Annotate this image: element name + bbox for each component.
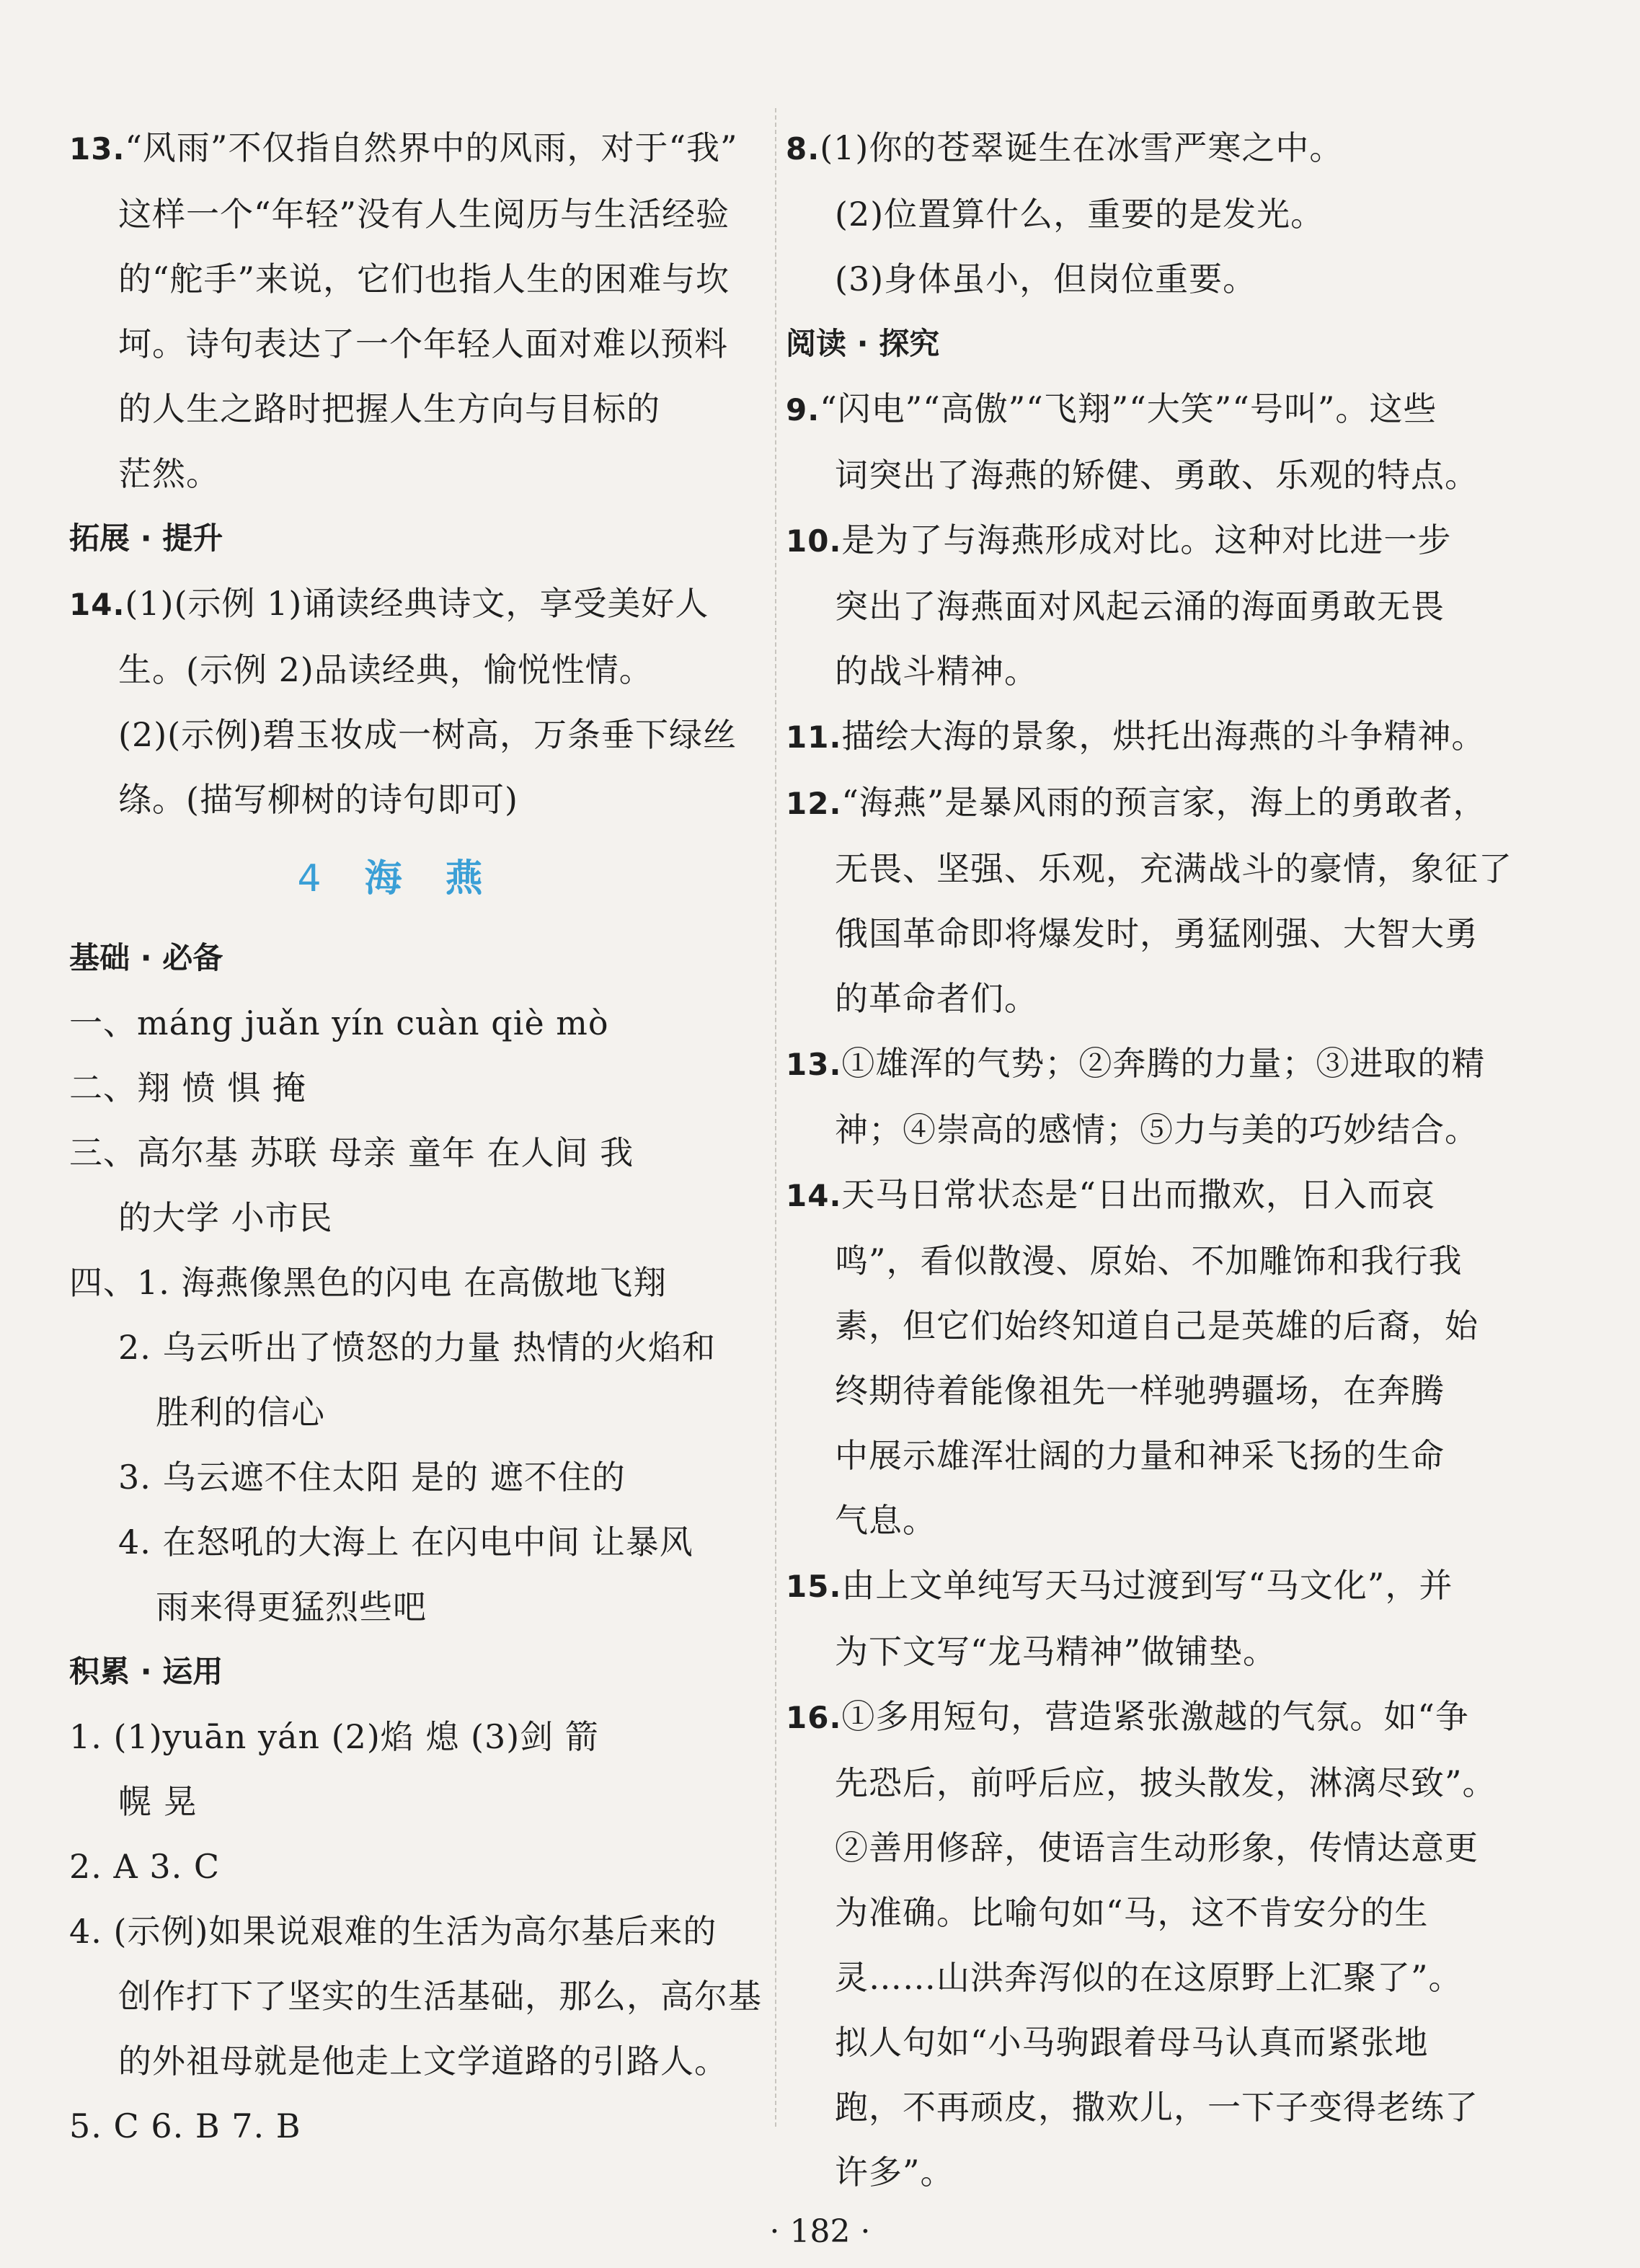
q10-number: 10. <box>786 523 842 559</box>
basic-item-four-2: 2. 乌云听出了愤怒的力量 热情的火焰和 <box>118 1328 717 1367</box>
q11-number: 11. <box>786 719 842 755</box>
section-heading-read: 阅读 · 探究 <box>786 326 940 361</box>
q9-text: “闪电”“高傲”“飞翔”“大笑”“号叫”。这些 <box>820 389 1437 428</box>
q8-text: (2)位置算什么，重要的是发光。 <box>835 195 1325 234</box>
q13-number: 13. <box>69 131 125 167</box>
q16-text: 拟人句如“小马驹跟着母马认真而紧张地 <box>835 2023 1429 2062</box>
q9-number: 9. <box>786 392 820 428</box>
q14r-text: 终期待着能像祖先一样驰骋疆场，在奔腾 <box>835 1371 1445 1410</box>
basic-item-four-3: 3. 乌云遮不住太阳 是的 遮不住的 <box>118 1458 626 1497</box>
q11-text: 描绘大海的景象，烘托出海燕的斗争精神。 <box>841 717 1486 756</box>
q13-text: “风雨”不仅指自然界中的风雨，对于“我” <box>125 128 738 167</box>
q16-text: 跑，不再顽皮，撒欢儿，一下子变得老练了 <box>835 2088 1479 2127</box>
basic-item-two: 二、翔 愤 惧 掩 <box>69 1068 306 1107</box>
section-heading-basic: 基础 · 必备 <box>69 940 223 975</box>
q10-text: 是为了与海燕形成对比。这种对比进一步 <box>841 521 1452 559</box>
q14-text: 生。(示例 2)品读经典，愉悦性情。 <box>118 650 653 689</box>
accumulate-item-1-cont: 幌 晃 <box>118 1782 198 1821</box>
page-number: · 182 · <box>769 2213 871 2250</box>
q10-text: 突出了海燕面对风起云涌的海面勇敢无畏 <box>835 587 1445 626</box>
section-heading-expand: 拓展 · 提升 <box>69 521 223 556</box>
q15-text: 为下文写“龙马精神”做铺垫。 <box>835 1632 1277 1671</box>
q8-text: (3)身体虽小，但岗位重要。 <box>835 260 1257 298</box>
q12-number: 12. <box>786 786 842 821</box>
q13r-text: 神；④崇高的感情；⑤力与美的巧妙结合。 <box>835 1110 1479 1149</box>
q10-text: 的战斗精神。 <box>835 652 1038 691</box>
basic-item-three-cont: 的大学 小市民 <box>118 1198 333 1237</box>
accumulate-item-4-cont: 的外祖母就是他走上文学道路的引路人。 <box>118 2042 728 2081</box>
basic-item-three: 三、高尔基 苏联 母亲 童年 在人间 我 <box>69 1133 634 1172</box>
accumulate-item-1: 1. (1)yuān yán (2)焰 熄 (3)剑 箭 <box>69 1717 599 1756</box>
q16-text: 灵……山洪奔泻似的在这原野上汇聚了”。 <box>835 1958 1463 1997</box>
right-column <box>786 115 1512 2205</box>
lesson-name: 海燕 <box>364 857 526 900</box>
q16-text: ①多用短句，营造紧张激越的气氛。如“争 <box>841 1697 1469 1736</box>
q16-text: 许多”。 <box>835 2153 954 2192</box>
q13r-text: ①雄浑的气势；②奔腾的力量；③进取的精 <box>841 1044 1486 1083</box>
q13-text: 的“舵手”来说，它们也指人生的困难与坎 <box>118 260 730 298</box>
q14-line <box>69 571 754 637</box>
left-column <box>69 115 762 2158</box>
q13r-line <box>786 1031 1486 1097</box>
q13-text: 坷。诗句表达了一个年轻人面对难以预料 <box>118 324 728 363</box>
q12-line <box>786 770 1487 836</box>
q8-number: 8. <box>786 131 820 167</box>
lesson-title <box>69 832 754 926</box>
q13-text: 茫然。 <box>118 454 220 493</box>
basic-item-four-4-cont: 雨来得更猛烈些吧 <box>156 1587 427 1626</box>
q16-line <box>786 1684 1478 1750</box>
q14-text: (2)(示例)碧玉妆成一树高，万条垂下绿丝 <box>118 715 737 754</box>
q12-text: 无畏、坚强、乐观，充满战斗的豪情，象征了 <box>835 849 1512 888</box>
q8-text: (1)你的苍翠诞生在冰雪严寒之中。 <box>820 128 1344 167</box>
lesson-number: 4 <box>297 857 336 900</box>
q15-number: 15. <box>786 1569 842 1604</box>
q16-text: 为准确。比喻句如“马，这不肯安分的生 <box>835 1893 1429 1932</box>
q10-line <box>786 508 1478 574</box>
q14r-text: 天马日常状态是“日出而撒欢，日入而哀 <box>841 1175 1435 1214</box>
basic-item-four-2-cont: 胜利的信心 <box>156 1393 325 1432</box>
q13-line <box>69 115 754 182</box>
q15-line <box>786 1553 1478 1619</box>
basic-item-one: 一、máng juǎn yín cuàn qiè mò <box>69 1004 609 1042</box>
q13-text: 的人生之路时把握人生方向与目标的 <box>118 389 660 428</box>
q14r-text: 气息。 <box>835 1501 936 1540</box>
accumulate-item-4-cont: 创作打下了坚实的生活基础，那么，高尔基 <box>118 1977 762 2016</box>
q14r-text: 中展示雄浑壮阔的力量和神采飞扬的生命 <box>835 1436 1445 1475</box>
accumulate-item-4: 4. (示例)如果说艰难的生活为高尔基后来的 <box>69 1912 717 1951</box>
section-heading-accumulate: 积累 · 运用 <box>69 1654 223 1689</box>
column-divider <box>775 108 776 2127</box>
q12-text: 俄国革命即将爆发时，勇猛刚强、大智大勇 <box>835 914 1479 953</box>
q11-line <box>786 704 1486 770</box>
q16-text: 先恐后，前呼后应，披头散发，淋漓尽致”。 <box>835 1763 1497 1802</box>
q9-line <box>786 376 1478 443</box>
q9-text: 词突出了海燕的矫健、勇敢、乐观的特点。 <box>835 456 1479 495</box>
q14r-text: 鸣”，看似散漫、原始、不加雕饰和我行我 <box>835 1241 1463 1280</box>
q14-text: (1)(示例 1)诵读经典诗文，享受美好人 <box>125 584 709 623</box>
accumulate-item-5-7: 5. C 6. B 7. B <box>69 2107 301 2145</box>
q14-number: 14. <box>69 587 125 622</box>
q16-text: ②善用修辞，使语言生动形象，传情达意更 <box>835 1828 1479 1867</box>
q14r-line <box>786 1162 1478 1228</box>
basic-item-four-4: 4. 在怒吼的大海上 在闪电中间 让暴风 <box>118 1523 693 1562</box>
q13-text: 这样一个“年轻”没有人生阅历与生活经验 <box>118 195 730 234</box>
q14r-number: 14. <box>786 1178 842 1213</box>
q8-line <box>786 115 1478 182</box>
q12-text: “海燕”是暴风雨的预言家，海上的勇敢者， <box>841 783 1487 822</box>
q14r-text: 素，但它们始终知道自己是英雄的后裔，始 <box>835 1306 1479 1345</box>
q16-number: 16. <box>786 1700 842 1735</box>
q14-text: 绦。(描写柳树的诗句即可) <box>118 780 518 819</box>
q15-text: 由上文单纯写天马过渡到写“马文化”，并 <box>841 1566 1453 1605</box>
q12-text: 的革命者们。 <box>835 979 1038 1018</box>
basic-item-four-1: 四、1. 海燕像黑色的闪电 在高傲地飞翔 <box>69 1263 668 1302</box>
q13r-number: 13. <box>786 1047 842 1082</box>
accumulate-item-2-3: 2. A 3. C <box>69 1847 221 1886</box>
